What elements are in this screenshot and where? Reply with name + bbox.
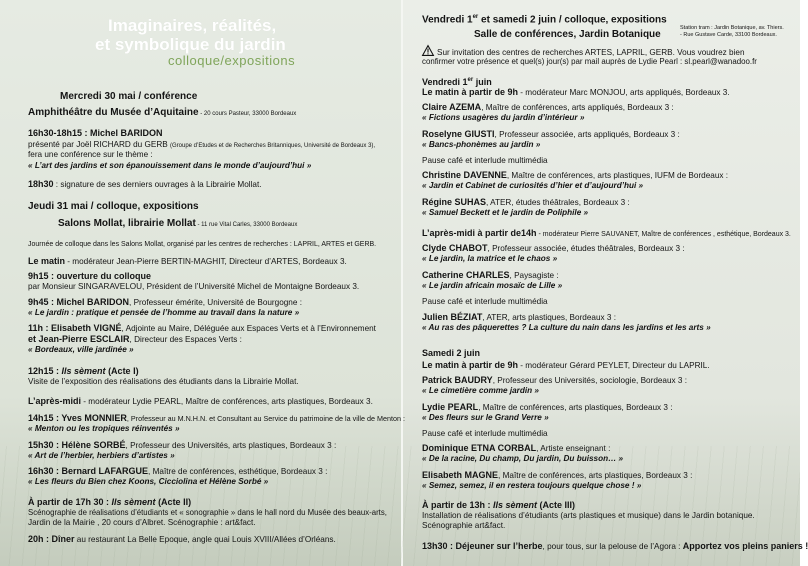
speaker-name: Claire AZEMA	[422, 102, 482, 112]
thu-1730-line3: Jardin de la Mairie , 20 cours d’Albret. Scénographie : art&fact.	[28, 518, 256, 527]
sat-speaker-2	[422, 402, 794, 413]
thu-11-second	[28, 334, 394, 345]
sup: er	[467, 77, 474, 83]
act: (Acte I)	[105, 366, 139, 376]
speaker-name: Christine DAVENNE	[422, 170, 507, 180]
morning-label: Le matin	[28, 256, 66, 266]
fri-morning	[422, 87, 794, 98]
fri-talk-7: « Au ras des pâquerettes ? La culture du nain dans les jardins et les arts »	[422, 323, 711, 332]
speaker-role: , Maître de conférences, arts plastiques, Bordeaux 3 :	[478, 403, 673, 412]
thu-1215-text: Visite de l’exposition des réalisations des étudiants dans la Librairie Mollat.	[28, 377, 299, 386]
thu-intro: Journée de colloque dans les Salons Mollat, organisé par les centres de recherches : LAPRIL, ARTES et GERB.	[28, 241, 377, 248]
morning-label: Le matin à partir de 9h	[422, 360, 519, 370]
dinner-time: 20h : Dîner	[28, 534, 75, 544]
fri-speaker-4	[422, 197, 794, 208]
speaker-name: Régine SUHAS	[422, 197, 487, 207]
speaker-role: , Professeur associée, arts appliqués, Bordeaux 3 :	[494, 130, 680, 139]
fri-speaker-1	[422, 102, 794, 113]
fri-speaker-5	[422, 243, 794, 254]
wednesday-heading: Mercredi 30 mai / conférence	[60, 91, 198, 102]
sat-speaker-1	[422, 375, 794, 386]
speaker-role: , Maître de conférences, esthétique, Bordeaux 3 :	[148, 467, 328, 476]
speaker-name: 15h30 : Hélène SORBÉ	[28, 440, 126, 450]
speaker-name: Catherine CHARLES	[422, 270, 510, 280]
friday-heading	[422, 75, 794, 87]
morning-moderator: - modérateur Jean-Pierre BERTIN-MAGHIT, Directeur d’ARTES, Bordeaux 3.	[65, 257, 347, 266]
speaker-name: 16h30 : Bernard LAFARGUE	[28, 466, 149, 476]
thu-11	[28, 323, 394, 334]
speaker-name: Elisabeth MAGNE	[422, 470, 499, 480]
speaker-role: , Professeur émérite, Université de Bourgogne :	[129, 298, 302, 307]
fri-speaker-7	[422, 312, 794, 323]
speaker-name: Clyde CHABOT	[422, 243, 488, 253]
sat-speaker-4	[422, 470, 794, 481]
speaker-role: , Adjointe au Maire, Déléguée aux Espaces Verts et à l’Environnement	[121, 324, 376, 333]
thu-1415	[28, 413, 405, 424]
saturday-heading: Samedi 2 juin	[422, 348, 481, 358]
afternoon-label: L’après-midi à partir de14h	[422, 228, 537, 238]
speaker-role: , Paysagiste :	[509, 271, 559, 280]
thursday-heading: Jeudi 31 mai / colloque, expositions	[28, 201, 199, 212]
speaker-role: , Maître de conférences, arts plastiques, IUFM de Bordeaux :	[506, 171, 729, 180]
heading-day: Vendredi 1	[422, 14, 473, 26]
lunch-text: , pour tous, sur la pelouse de l’Agora :	[542, 542, 683, 551]
speaker-role: , Professeur des Universités, sociologie, Bordeaux 3 :	[492, 376, 688, 385]
wed-signing	[28, 179, 394, 190]
wed-theme-title: « L’art des jardins et son épanouissement dans le monde d’aujourd’hui »	[28, 161, 312, 170]
lunch-call: Apportez vos pleins paniers !	[682, 541, 808, 551]
venue-name: Amphithéâtre du Musée d’Aquitaine	[28, 107, 199, 118]
tram-info-2: - Rue Gustave Carde, 33100 Bordeaux.	[680, 32, 777, 38]
sat-talk-4: « Semez, semez, il en restera toujours quelque chose ! »	[422, 481, 642, 490]
time: À partir de 17h 30 :	[28, 497, 112, 507]
venue-address: - 20 cours Pasteur, 33000 Bordeaux	[198, 111, 297, 117]
time: À partir de 13h :	[422, 500, 494, 510]
speaker-name: et Jean-Pierre ESCLAIR	[28, 334, 130, 344]
heading-sup: er	[472, 14, 479, 20]
speaker-name: Julien BÉZIAT	[422, 312, 483, 322]
speaker-role: , Professeur des Universités, arts plastiques, Bordeaux 3 :	[125, 441, 337, 450]
afternoon-label: L’après-midi	[28, 396, 82, 406]
morning-moderator: - modérateur Marc MONJOU, arts appliqués, Bordeaux 3.	[518, 88, 730, 97]
thu-afternoon	[28, 396, 394, 407]
tram-info-1: Station tram : Jardin Botanique, av. Thiers.	[680, 25, 784, 31]
act: (Acte III)	[537, 500, 576, 510]
heading-rest: et samedi 2 juin / colloque, expositions	[478, 14, 667, 26]
afternoon-moderator: - modérateur Lydie PEARL, Maître de conférences, arts plastiques, Bordeaux 3.	[81, 397, 373, 406]
sat-talk-1: « Le cimetière comme jardin »	[422, 386, 539, 395]
title-line-1: Imaginaires, réalités,	[108, 16, 277, 35]
thu-1415-talk: « Menton ou les tropiques réinventés »	[28, 424, 180, 433]
thu-11-talk: « Bordeaux, ville jardinée »	[28, 345, 134, 354]
venue-address: - 11 rue Vital Carles, 33000 Bordeaux	[195, 222, 298, 228]
sat-speaker-3	[422, 443, 794, 454]
speaker-role: , Artiste enseignant :	[536, 444, 611, 453]
dinner-text: au restaurant La Belle Epoque, angle quai Louis XVIII/Allées d’Orléans.	[74, 535, 336, 544]
thursday-venue	[58, 219, 424, 230]
fri-speaker-2	[422, 129, 794, 140]
thu-915-text: par Monsieur SINGARAVELOU, Président de l’Université Michel de Montaigne Bordeaux 3.	[28, 282, 360, 291]
venue-name: Salons Mollat, librairie Mollat	[58, 218, 196, 229]
fri-talk-1: « Fictions usagères du jardin d’intérieur »	[422, 113, 585, 122]
sat-morning	[422, 360, 794, 371]
fri-talk-6: « Le jardin africain mosaïc de Lille »	[422, 281, 563, 290]
speaker-name: 14h15 : Yves MONNIER	[28, 413, 127, 423]
thu-1215	[28, 366, 394, 377]
title-line-2: et symbolique du jardin	[95, 35, 286, 54]
thu-1530-talk: « Art de l’herbier, herbiers d’artistes »	[28, 451, 175, 460]
day: Vendredi 1	[422, 77, 468, 87]
speaker-name: Lydie PEARL	[422, 402, 479, 412]
thu-1730	[28, 497, 394, 508]
sat-lunch	[422, 541, 808, 552]
thu-morning	[28, 256, 394, 267]
notice-text: Sur invitation des centres de recherches ARTES, LAPRIL, GERB. Vous voudrez bien	[437, 48, 745, 57]
month: juin	[473, 77, 492, 87]
speaker-role: , ATER, arts plastiques, Bordeaux 3 :	[482, 313, 616, 322]
right-venue: Salle de conférences, Jardin Botanique	[474, 29, 661, 40]
speaker-role: , ATER, études théâtrales, Bordeaux 3 :	[486, 198, 630, 207]
fri-pause-2: Pause café et interlude multimédia	[422, 297, 548, 306]
sat-pause: Pause café et interlude multimédia	[422, 429, 548, 438]
fri-talk-5: « Le jardin, la matrice et le chaos »	[422, 254, 558, 263]
fri-speaker-6	[422, 270, 794, 281]
wednesday-venue	[28, 108, 394, 119]
speaker-role: , Maître de conférences, arts appliqués, Bordeaux 3 :	[481, 103, 674, 112]
fri-pause-1: Pause café et interlude multimédia	[422, 156, 548, 165]
act: (Acte II)	[155, 497, 192, 507]
signing-time: 18h30	[28, 179, 54, 189]
morning-label: Le matin à partir de 9h	[422, 87, 519, 97]
sat-talk-2: « Des fleurs sur le Grand Verre »	[422, 413, 549, 422]
afternoon-moderator: - modérateur Pierre SAUVANET, Maître de conférences , esthétique, Bordeaux 3.	[536, 231, 791, 238]
speaker-role: , Professeur associée, études théâtrales, Bordeaux 3 :	[487, 244, 685, 253]
warning-triangle-icon	[422, 45, 434, 56]
lunch-time: 13h30 : Déjeuner sur l’herbe	[422, 541, 543, 551]
presenter-text: présenté par Joël RICHARD du GERB	[28, 140, 170, 149]
sat-13	[422, 500, 794, 511]
time: 12h15 :	[28, 366, 62, 376]
thu-915-title: 9h15 : ouverture du colloque	[28, 271, 152, 281]
speaker-name: 9h45 : Michel BARIDON	[28, 297, 130, 307]
thu-dinner	[28, 534, 394, 545]
thu-1630	[28, 466, 394, 477]
event-name: Ils sèment	[493, 500, 538, 510]
speaker-name: Patrick BAUDRY	[422, 375, 493, 385]
thu-945	[28, 297, 394, 308]
fri-talk-3: « Jardin et Cabinet de curiosités d’hier et d’aujourd’hui »	[422, 181, 644, 190]
signing-text: : signature de ses derniers ouvrages à la Librairie Mollat.	[53, 180, 262, 189]
speaker-role: , Maître de conférences, arts plastiques, Bordeaux 3 :	[498, 471, 693, 480]
speaker-name: Roselyne GIUSTI	[422, 129, 495, 139]
speaker-role: , Directeur des Espaces Verts :	[129, 335, 242, 344]
morning-moderator: - modérateur Gérard PEYLET, Directeur du LAPRIL.	[518, 361, 710, 370]
wed-talk-time: 16h30-18h15 : Michel BARIDON	[28, 128, 163, 138]
speaker-name: Dominique ETNA CORBAL	[422, 443, 537, 453]
presenter-affiliation: (Groupe d’Etudes et de Recherches Britanniques, Université de Bordeaux 3),	[169, 143, 376, 149]
sat-13-line2: Installation de réalisations d’étudiants (arts plastiques et musique) dans le Jardin botanique.	[422, 511, 755, 520]
subtitle: colloque/expositions	[168, 53, 296, 68]
wed-theme-intro: fera une conférence sur le thème :	[28, 150, 153, 159]
fri-speaker-3	[422, 170, 794, 181]
thu-1530	[28, 440, 394, 451]
fri-talk-2: « Bancs-phonèmes au jardin »	[422, 140, 541, 149]
thu-1730-line2: Scénographie de réalisations d’étudiants et « sonographie » dans le hall nord du Musée des beaux-arts,	[28, 508, 387, 517]
notice-line-2: confirmer votre présence et quel(s) jour(s) par mail auprès de Lydie Pearl : sl.pearl@wanadoo.fr	[422, 57, 757, 66]
fri-talk-4: « Samuel Beckett et le jardin de Poliphile »	[422, 208, 589, 217]
speaker-role: , Professeur au M.N.H.N. et Consultant au Service du patrimoine de la ville de Menton :	[126, 414, 405, 423]
thu-1630-talk: « Les fleurs du Bien chez Koons, Cicciolina et Hélène Sorbé »	[28, 477, 269, 486]
sat-13-line3: Scénographie art&fact.	[422, 521, 506, 530]
speaker-name: 11h : Elisabeth VIGNÉ	[28, 323, 122, 333]
event-name: Ils sèment	[61, 366, 106, 376]
thu-945-talk: « Le jardin : pratique et pensée de l’homme au travail dans la nature »	[28, 308, 300, 317]
sat-talk-3: « De la racine, Du champ, Du jardin, Du buisson… »	[422, 454, 624, 463]
fri-afternoon	[422, 228, 794, 240]
friday-saturday-heading	[422, 12, 794, 25]
event-name: Ils sèment	[111, 497, 156, 507]
